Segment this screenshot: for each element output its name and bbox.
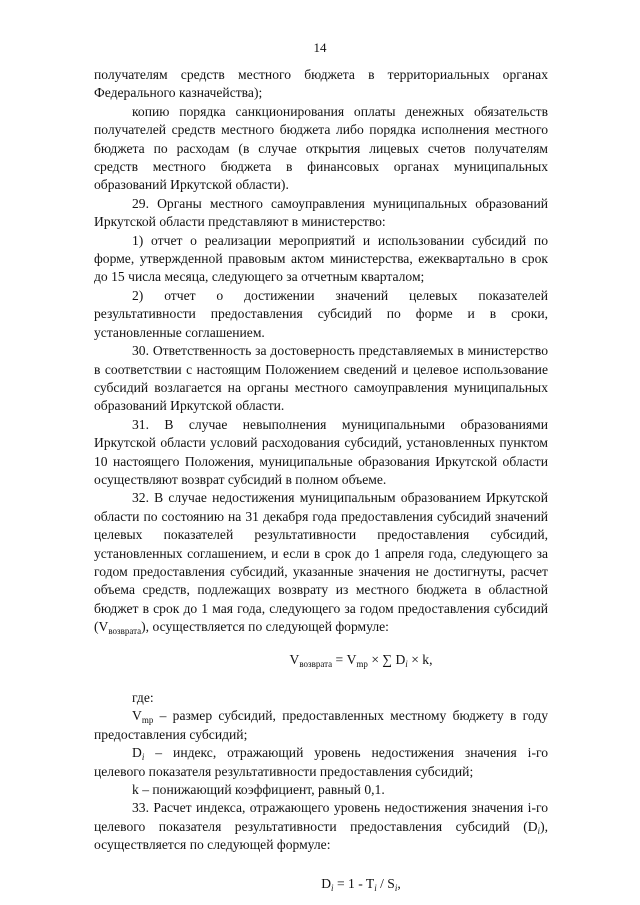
definition-k-symbol: k (132, 782, 139, 798)
formula-index-d: D (321, 875, 332, 891)
paragraph-32-tail: ), осуществляется по следующей формуле: (141, 619, 389, 635)
paragraph: получателям средств местного бюджета в территориальных органах Федерального казначейства); (94, 67, 548, 101)
paragraph-32 (94, 489, 548, 636)
definition-di-sub: i (141, 752, 145, 763)
definition-di-text: – индекс, отражающий уровень недостижения значения i-го целевого показателя результативности предоставления субсидий; (94, 745, 548, 779)
definition-vmp (94, 707, 548, 744)
definition-vmp-symbol: V (132, 708, 142, 724)
formula-refund-i-sub: i (405, 658, 408, 669)
definition-k-text: – понижающий коэффициент, равный 0,1. (138, 782, 385, 798)
paragraph-29-item-1: 1) отчет о реализации мероприятий и использовании субсидий по форме, утвержденной правовым актом министерства, ежеквартально в срок до 15 числа месяца, следующего за отчетным кварталом; (94, 232, 548, 285)
paragraph-29: 29. Органы местного самоуправления муниципальных образований Иркутской области представляют в министерство: (94, 195, 548, 230)
formula-refund-eq: = V (332, 651, 357, 667)
formula-refund-v: V (289, 651, 300, 667)
page-number: 14 (313, 40, 327, 55)
where-label: где: (132, 690, 154, 705)
formula-refund (134, 651, 588, 669)
paragraph-33-text: 33. Расчет индекса, отражающего уровень недостижения значения i-го целевого показателя результативности предоставления субсидий (D (94, 800, 548, 834)
paragraph-31: 31. В случае невыполнения муниципальными образованиями Иркутской области условий расходования субсидий, установленных пунктом 10 настоящего Положения, муниципальные образования Иркутской области осуществляют возврат субсидий в полном объеме. (94, 416, 548, 487)
paragraph-32-text: 32. В случае недостижения муниципальным образованием Иркутской области по состоянию на 31 декабря года предоставления субсидий значений целевых показателей результативности предоставления субсидий, установленных соглашением, и если в срок до 1 апреля года, следующего за годом предоставления субсидий, указанные значения не достигнуты, расчет объема средств, подлежащих возврату из местного бюджета в областной бюджет в срок до 1 мая года, следующего за годом предоставления субсидий (V (94, 490, 548, 635)
formula-index-t-sub: i (374, 882, 377, 893)
formula-index-d-sub: i (331, 882, 334, 893)
paragraph-33-sub: i (537, 825, 541, 836)
paragraph-33 (94, 799, 548, 854)
definition-di-symbol: D (132, 745, 142, 761)
paragraph-32-subscript: возврата (108, 626, 142, 637)
paragraph-33-tail: ), осуществляется по следующей формуле: (94, 818, 548, 853)
definition-vmp-text: – размер субсидий, предоставленных местному бюджету в году предоставления субсидий; (94, 708, 548, 742)
definition-vmp-sub: mp (141, 715, 154, 726)
formula-index (134, 875, 588, 893)
definition-di (94, 744, 548, 781)
definition-k (94, 781, 548, 799)
formula-refund-tail: × k, (407, 651, 433, 667)
formula-refund-mp-sub: mp (356, 658, 368, 669)
formula-index-tail: , (397, 875, 401, 891)
formula-refund-v-sub: возврата (299, 658, 333, 669)
formula-index-s-sub: i (394, 882, 398, 893)
paragraph-29-item-2: 2) отчет о достижении значений целевых показателей результативности предоставления субсидий по форме и в сроки, установленные соглашением. (94, 287, 548, 340)
formula-index-mid: = 1 - T (333, 875, 375, 891)
paragraph: копию порядка санкционирования оплаты денежных обязательств получателей средств местного бюджета либо порядка исполнения местного бюджета по расходам (в случае открытия лицевых счетов получателям средств местного бюджета в финансовых органах муниципальных образований Иркутской области). (94, 103, 548, 193)
formula-index-slash: / S (376, 875, 395, 891)
paragraph-30: 30. Ответственность за достоверность представляемых в министерство в соответствии с настоящим Положением сведений и целевое использование субсидий возлагается на органы местного самоуправления муниципальных образований Иркутской области. (94, 343, 548, 414)
document-body (94, 66, 548, 893)
formula-refund-mid: × ∑ D (367, 651, 406, 667)
